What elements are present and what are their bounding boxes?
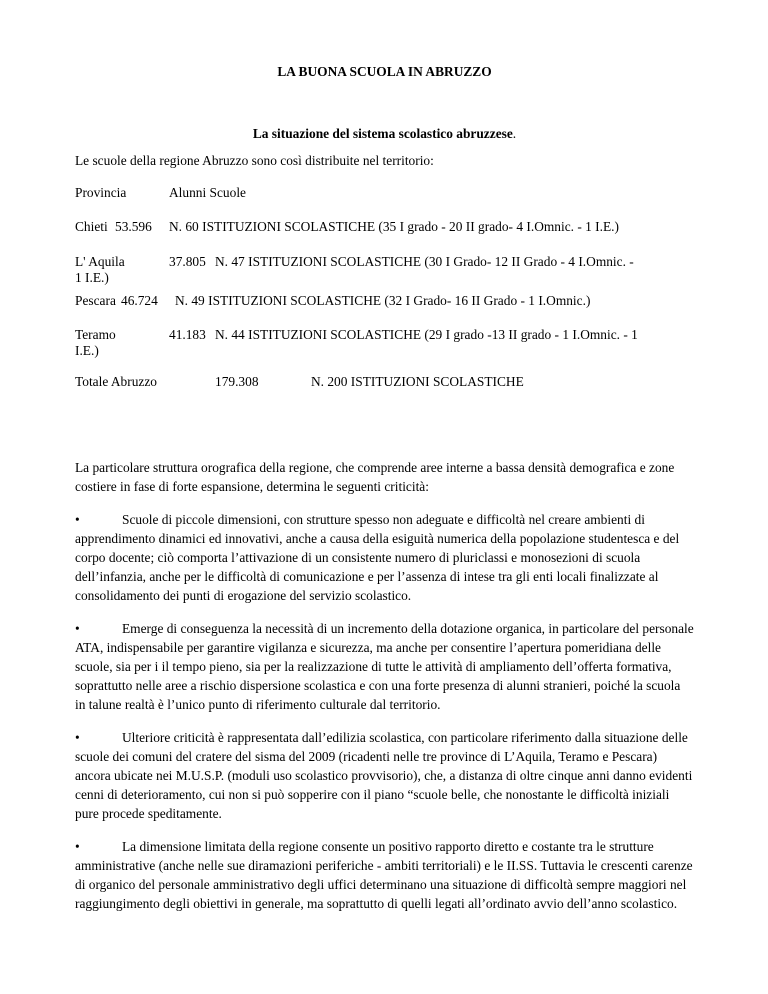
bullet-text: La dimensione limitata della regione consente un positivo rapporto diretto e costante tra le strutture amministrative (anche nelle sue diramazioni periferiche - ambiti territoriali) e le II.SS. Tuttavia le crescenti carenze di organico del personale amministrativo degli uffici determinano una situazione di difficoltà sempre maggiori nel raggiungimento degli obiettivi in generale, ma soprattutto di quelli legati all’ordinato avvio dell’anno scolastico.	[75, 839, 693, 911]
bullet-item-3	[75, 728, 694, 823]
alunni-cell: 46.724	[121, 293, 158, 308]
scuole-cell: N. 44 ISTITUZIONI SCOLASTICHE (29 I grado -13 II grado - 1 I.Omnic. - 1	[215, 327, 638, 342]
table-row-teramo	[75, 327, 694, 361]
provincia-cell: Chieti	[75, 219, 108, 234]
subtitle-period: .	[512, 126, 517, 141]
subtitle-text: La situazione del sistema scolastico abruzzese	[252, 126, 513, 141]
bullet-icon: •	[75, 512, 80, 527]
table-row-laquila	[75, 254, 694, 288]
header-alunni-scuole: Alunni Scuole	[169, 185, 246, 200]
bullet-icon: •	[75, 839, 80, 854]
provincia-cell-wrap: 1 I.E.)	[75, 270, 109, 285]
alunni-cell: 37.805	[169, 254, 206, 269]
bullet-text: Scuole di piccole dimensioni, con strutture spesso non adeguate e difficoltà nel creare ambienti di apprendimento dinamici ed innovativi, anche a causa della esiguità numerica della popolazione studentesca e del corpo docente; ciò comporta l’attivazione di un consistente numero di pluriclassi e monosezioni di scuola dell’infanzia, anche per le difficoltà di comunicazione e per l’assenza di intese tra gli enti locali finalizzate al consolidamento dei punti di erogazione del servizio scolastico.	[75, 512, 680, 603]
body-text	[75, 458, 694, 927]
bullet-text: Ulteriore criticità è rappresentata dall’edilizia scolastica, con particolare riferimento dalla situazione delle scuole dei comuni del cratere del sisma del 2009 (ricadenti nelle tre province di L’Aquila, Teramo e Pescara) ancora ubicate nei M.U.S.P. (moduli uso scolastico provvisorio), che, a distanza di oltre cinque anni danno evidenti cenni di deterioramento, cui non si può sopperire con il piano “scuole belle, che nonostante le difficoltà iniziali pure procede speditamente.	[75, 730, 693, 821]
provincia-cell: Pescara	[75, 293, 116, 308]
provincia-cell: L' Aquila	[75, 254, 125, 269]
bullet-item-2	[75, 619, 694, 714]
scuole-cell: N. 47 ISTITUZIONI SCOLASTICHE (30 I Grado- 12 II Grado - 4 I.Omnic. -	[215, 254, 634, 269]
provincia-cell: Teramo	[75, 327, 116, 342]
intro-text: Le scuole della regione Abruzzo sono così distribuite nel territorio:	[75, 153, 434, 168]
bullet-item-1	[75, 510, 694, 605]
scuole-cell: N. 60 ISTITUZIONI SCOLASTICHE (35 I grado - 20 II grado- 4 I.Omnic. - 1 I.E.)	[169, 219, 619, 234]
alunni-cell: 53.596	[115, 219, 152, 234]
bullet-item-4	[75, 837, 694, 913]
bullet-icon: •	[75, 621, 80, 636]
document-subtitle	[75, 124, 694, 144]
scuole-cell: N. 49 ISTITUZIONI SCOLASTICHE (32 I Grado- 16 II Grado - 1 I.Omnic.)	[175, 293, 591, 308]
alunni-cell: 179.308	[215, 374, 259, 389]
header-provincia: Provincia	[75, 185, 127, 200]
bullet-icon: •	[75, 730, 80, 745]
scuole-cell: N. 200 ISTITUZIONI SCOLASTICHE	[311, 374, 524, 389]
alunni-cell: 41.183	[169, 327, 206, 342]
provincia-cell-wrap: I.E.)	[75, 343, 99, 358]
provincia-cell: Totale Abruzzo	[75, 374, 157, 389]
document-title: LA BUONA SCUOLA IN ABRUZZO	[277, 64, 492, 79]
paragraph-intro: La particolare struttura orografica della regione, che comprende aree interne a bassa densità demografica e zone costiere in fase di forte espansione, determina le seguenti criticità:	[75, 460, 675, 494]
bullet-text: Emerge di conseguenza la necessità di un incremento della dotazione organica, in particolare del personale ATA, indispensabile per garantire vigilanza e sicurezza, ma anche per consentire l’apertura pomeridiana delle scuole, sia per i il tempo pieno, sia per la realizzazione di tutte le attività di ampliamento dell’offerta formativa, soprattutto nelle aree a rischio dispersione scolastica e con una forte presenza di alunni stranieri, poiché la scuola in talune realtà è l’unico punto di riferimento culturale dal territorio.	[75, 621, 694, 712]
